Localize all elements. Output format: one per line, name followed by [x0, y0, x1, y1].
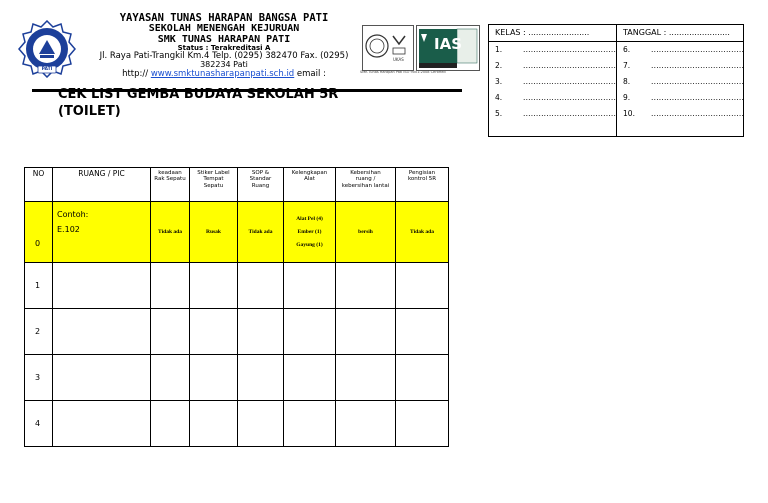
school-name: SMK TUNAS HARAPAN PATI: [157, 33, 291, 45]
ruang-cell[interactable]: [53, 309, 151, 355]
pengisian-cell[interactable]: [396, 355, 449, 401]
pengisian-cell[interactable]: [396, 401, 449, 447]
stiker-cell[interactable]: [190, 355, 238, 401]
alat-cell[interactable]: [284, 263, 336, 309]
header-pengisian-kontrol: Pengisian kontrol 5R: [396, 168, 449, 202]
ias-certification-badge: [416, 25, 480, 71]
ias-label: IAS: [434, 35, 462, 53]
ukas-certification-badge: [362, 25, 414, 71]
alat-cell[interactable]: [284, 355, 336, 401]
header-sop-standar: SOP & Standar Ruang: [238, 168, 284, 202]
ukas-label: UKAS: [393, 57, 404, 62]
tanggal-item: 10. ....................................: [617, 106, 744, 122]
fill-line[interactable]: ....................................: [523, 93, 617, 102]
example-kebersihan-value: bersih: [336, 202, 396, 263]
header-ruang-pic: RUANG / PIC: [53, 168, 151, 202]
example-sop-value: Tidak ada: [238, 202, 284, 263]
rak-cell[interactable]: [151, 263, 190, 309]
ruang-cell[interactable]: [53, 355, 151, 401]
website-link[interactable]: www.smktunasharapanpati.sch.id: [150, 68, 295, 79]
fill-line[interactable]: ....................................: [651, 93, 745, 102]
tanggal-item: 8. ....................................: [617, 74, 744, 90]
accreditation-status: Status : Terakreditasi A: [177, 44, 271, 53]
kelas-item: 3. ....................................: [489, 74, 616, 90]
kelas-item: 1. ....................................: [489, 42, 616, 58]
header-stiker-label: Stiker Label Tempat Sepatu: [190, 168, 238, 202]
email-label: email :: [296, 68, 326, 79]
sop-cell[interactable]: [238, 355, 284, 401]
kebersihan-cell[interactable]: [336, 309, 396, 355]
fill-line[interactable]: ....................................: [523, 61, 617, 70]
tanggal-item: 9. ....................................: [617, 90, 744, 106]
kelas-item: 5. ....................................: [489, 106, 616, 122]
row-number: 4: [25, 401, 53, 447]
logo-bottom-text: PATI: [41, 67, 53, 72]
kelas-column: [489, 25, 616, 136]
table-row: [25, 263, 449, 309]
stiker-cell[interactable]: [190, 309, 238, 355]
header-no: NO: [25, 168, 53, 202]
sop-cell[interactable]: [238, 401, 284, 447]
row-number: 2: [25, 309, 53, 355]
alat-cell[interactable]: [284, 401, 336, 447]
stiker-cell[interactable]: [190, 401, 238, 447]
rak-cell[interactable]: [151, 401, 190, 447]
table-row: [25, 401, 449, 447]
letterhead: [86, 13, 362, 79]
header-kebersihan: Kebersihan ruang / kebersihan lantai: [336, 168, 396, 202]
example-pengisian-value: Tidak ada: [396, 202, 449, 263]
kebersihan-cell[interactable]: [336, 401, 396, 447]
rak-cell[interactable]: [151, 355, 190, 401]
fill-line[interactable]: ....................................: [651, 109, 745, 118]
kebersihan-cell[interactable]: [336, 355, 396, 401]
tanggal-label: TANGGAL : ........................: [617, 25, 744, 42]
header-rak-sepatu: keadaan Rak Sepatu: [151, 168, 190, 202]
tanggal-item: 6. ....................................: [617, 42, 744, 58]
school-type: SEKOLAH MENENGAH KEJURUAN: [148, 23, 300, 35]
web-prefix: http://: [122, 68, 149, 79]
title-line-2: (TOILET): [58, 104, 121, 119]
alat-cell[interactable]: [284, 309, 336, 355]
example-ruang: Contoh: E.102: [53, 202, 151, 263]
fill-line[interactable]: ....................................: [651, 61, 745, 70]
table-header-row: [25, 168, 449, 202]
stiker-cell[interactable]: [190, 263, 238, 309]
header-kelengkapan-alat: Kelengkapan Alat: [284, 168, 336, 202]
tanggal-column: [616, 25, 744, 136]
kelas-label: KELAS : ........................: [489, 25, 616, 42]
class-date-box: [488, 24, 744, 137]
fill-line[interactable]: ....................................: [651, 45, 745, 54]
example-alat-value: Alat Pel (4) Ember (1) Gayung (1): [284, 202, 336, 263]
example-row: [25, 202, 449, 263]
fill-line[interactable]: ....................................: [523, 109, 617, 118]
fill-line[interactable]: ....................................: [523, 45, 617, 54]
row-number: 0: [25, 202, 53, 263]
page-title: [58, 86, 338, 120]
title-line-1: CEK LIST GEMBA BUDAYA SEKOLAH 5R: [58, 87, 339, 102]
school-address: Jl. Raya Pati-Trangkil Km.4 Telp. (0295) 382470 Fax. (0295): [99, 51, 349, 62]
school-logo: [18, 20, 76, 78]
organization-name: YAYASAN TUNAS HARAPAN BANGSA PATI: [119, 12, 329, 24]
table-row: [25, 355, 449, 401]
kelas-item: 2. ....................................: [489, 58, 616, 74]
sop-cell[interactable]: [238, 309, 284, 355]
fill-line[interactable]: ....................................: [651, 77, 745, 86]
kebersihan-cell[interactable]: [336, 263, 396, 309]
ruang-cell[interactable]: [53, 263, 151, 309]
example-stiker-value: Rusak: [190, 202, 238, 263]
school-address-city: 382234 Pati: [200, 60, 248, 70]
certification-caption: SMK Tunas Harapan Pati ISO 9001:2008 Certified: [360, 70, 446, 74]
ruang-cell[interactable]: [53, 401, 151, 447]
table-row: [25, 309, 449, 355]
pengisian-cell[interactable]: [396, 309, 449, 355]
example-rak-value: Tidak ada: [151, 202, 190, 263]
row-number: 3: [25, 355, 53, 401]
row-number: 1: [25, 263, 53, 309]
fill-line[interactable]: ....................................: [523, 77, 617, 86]
sop-cell[interactable]: [238, 263, 284, 309]
checklist-table: [24, 167, 449, 447]
pengisian-cell[interactable]: [396, 263, 449, 309]
tanggal-item: 7. ....................................: [617, 58, 744, 74]
rak-cell[interactable]: [151, 309, 190, 355]
school-contact: [86, 70, 362, 79]
kelas-item: 4. ....................................: [489, 90, 616, 106]
